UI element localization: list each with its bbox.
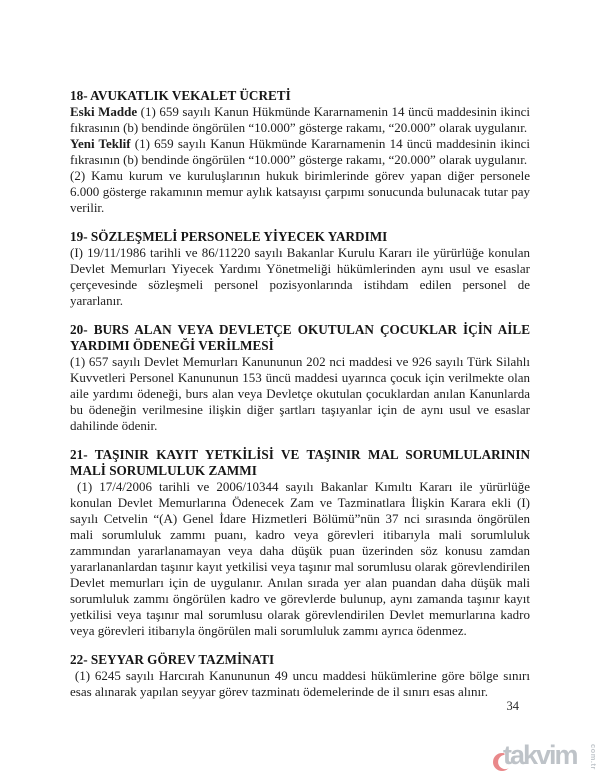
paragraph-bold-lead: Yeni Teklif — [70, 136, 131, 151]
paragraph — [70, 354, 530, 434]
page-number: 34 — [506, 699, 519, 713]
takvim-domain-suffix: com.tr — [589, 744, 598, 770]
paragraph-text: (I) 19/11/1986 tarihli ve 86/11220 sayılı Bakanlar Kurulu Kararı ile yürürlüğe konulan Devlet Memurları Yiyecek Yardımı Yönetmeliği hükümlerinden aynı usul ve esaslar çerçevesinde sözleşmeli personel pozisyonlarında istihdam edilen personel de yararlanır. — [70, 245, 530, 308]
paragraph — [70, 245, 530, 309]
section-19 — [70, 229, 530, 309]
paragraph — [70, 104, 530, 136]
section-18-heading: 18- AVUKATLIK VEKALET ÜCRETİ — [70, 88, 291, 103]
section-20 — [70, 322, 530, 434]
section-19-heading: 19- SÖZLEŞMELİ PERSONELE YİYECEK YARDIMI — [70, 229, 388, 244]
section-18 — [70, 88, 530, 216]
paragraph-text: (2) Kamu kurum ve kuruluşlarının hukuk birimlerinde görev yapan diğer personele 6.000 gösterge rakamının memur aylık katsayısı çarpımı sonucunda bulunacak tutar pay verilir. — [70, 168, 530, 215]
section-21-heading: 21- TAŞINIR KAYIT YETKİLİSİ VE TAŞINIR MAL SORUMLULARININ MALİ SORUMLULUK ZAMMI — [70, 447, 530, 478]
paragraph-text: (1) 659 sayılı Kanun Hükmünde Kararnamenin 14 üncü maddesinin ikinci fıkrasının (b) bendinde öngörülen “10.000” gösterge rakamı, “20.000” olarak uygulanır. — [70, 104, 530, 135]
paragraph — [70, 168, 530, 216]
paragraph-text: (1) 657 sayılı Devlet Memurları Kanununun 202 nci maddesi ve 926 sayılı Türk Silahlı Kuvvetleri Personel Kanununun 153 üncü maddesi uyarınca çocuk için verilmekte olan aile yardımı ödeneği, burs alan veya Devletçe okutulan çocuklardan anılan Kanunlarda bu ödeneğin verilmesine ilişkin diğer şartları taşıyanlar için de aynı usul ve esaslar dahilinde ödenir. — [70, 354, 530, 433]
paragraph — [70, 136, 530, 168]
section-20-heading: 20- BURS ALAN VEYA DEVLETÇE OKUTULAN ÇOCUKLAR İÇİN AİLE YARDIMI ÖDENEĞİ VERİLMESİ — [70, 322, 530, 353]
paragraph — [70, 668, 530, 700]
section-22-heading: 22- SEYYAR GÖREV TAZMİNATI — [70, 652, 275, 667]
section-22 — [70, 652, 530, 700]
paragraph-text: (1) 6245 sayılı Harcırah Kanununun 49 uncu maddesi hükümlerine göre bölge sınırı esas alınarak yapılan seyyar görev tazminatı ödemelerinde de il sınırı esas alınır. — [70, 668, 530, 699]
paragraph-bold-lead: Eski Madde — [70, 104, 138, 119]
paragraph-text: (1) 659 sayılı Kanun Hükmünde Kararnamenin 14 üncü maddesinin ikinci fıkrasının (b) bendinde öngörülen “10.000” gösterge rakamı, “20.000” olarak uygulanır. — [70, 136, 530, 167]
document-content — [70, 88, 530, 713]
paragraph — [70, 479, 530, 639]
takvim-watermark — [492, 740, 598, 775]
takvim-logo-text: takvim — [503, 740, 577, 770]
paragraph-text: (1) 17/4/2006 tarihli ve 2006/10344 sayılı Bakanlar Kımıltı Kararı ile yürürlüğe konulan Devlet Memurlarına Ödenecek Zam ve Tazminatlara İlişkin Karara ekli (I) sayılı Cetvelin “(A) Genel İdare Hizmetleri Bölümü”nün 37 nci sırasında öngörülen mali sorumluluk zammı puanı, kadro veya görevleri itibarıyla mali sorumluluk zammından yararlanamayan veya daha düşük puan üzerinden söz konusu zamdan yararlananlardan taşınır kayıt yetkilisi veya taşınır mal sorumlusu olarak görevlendirilen Devlet memurları için de uygulanır. Anılan sırada yer alan puandan daha düşük mali sorumluluk zammı öngörülen kadro ve görevlerde bulunup, aynı zamanda taşınır kayıt yetkilisi veya taşınır mal sorumlusu olarak görevlendirilen Devlet memurlarına kadro veya görevleri itibarıyla öngörülen mali sorumluluk zammı ayrıca ödenmez. — [70, 479, 530, 638]
section-21 — [70, 447, 530, 639]
